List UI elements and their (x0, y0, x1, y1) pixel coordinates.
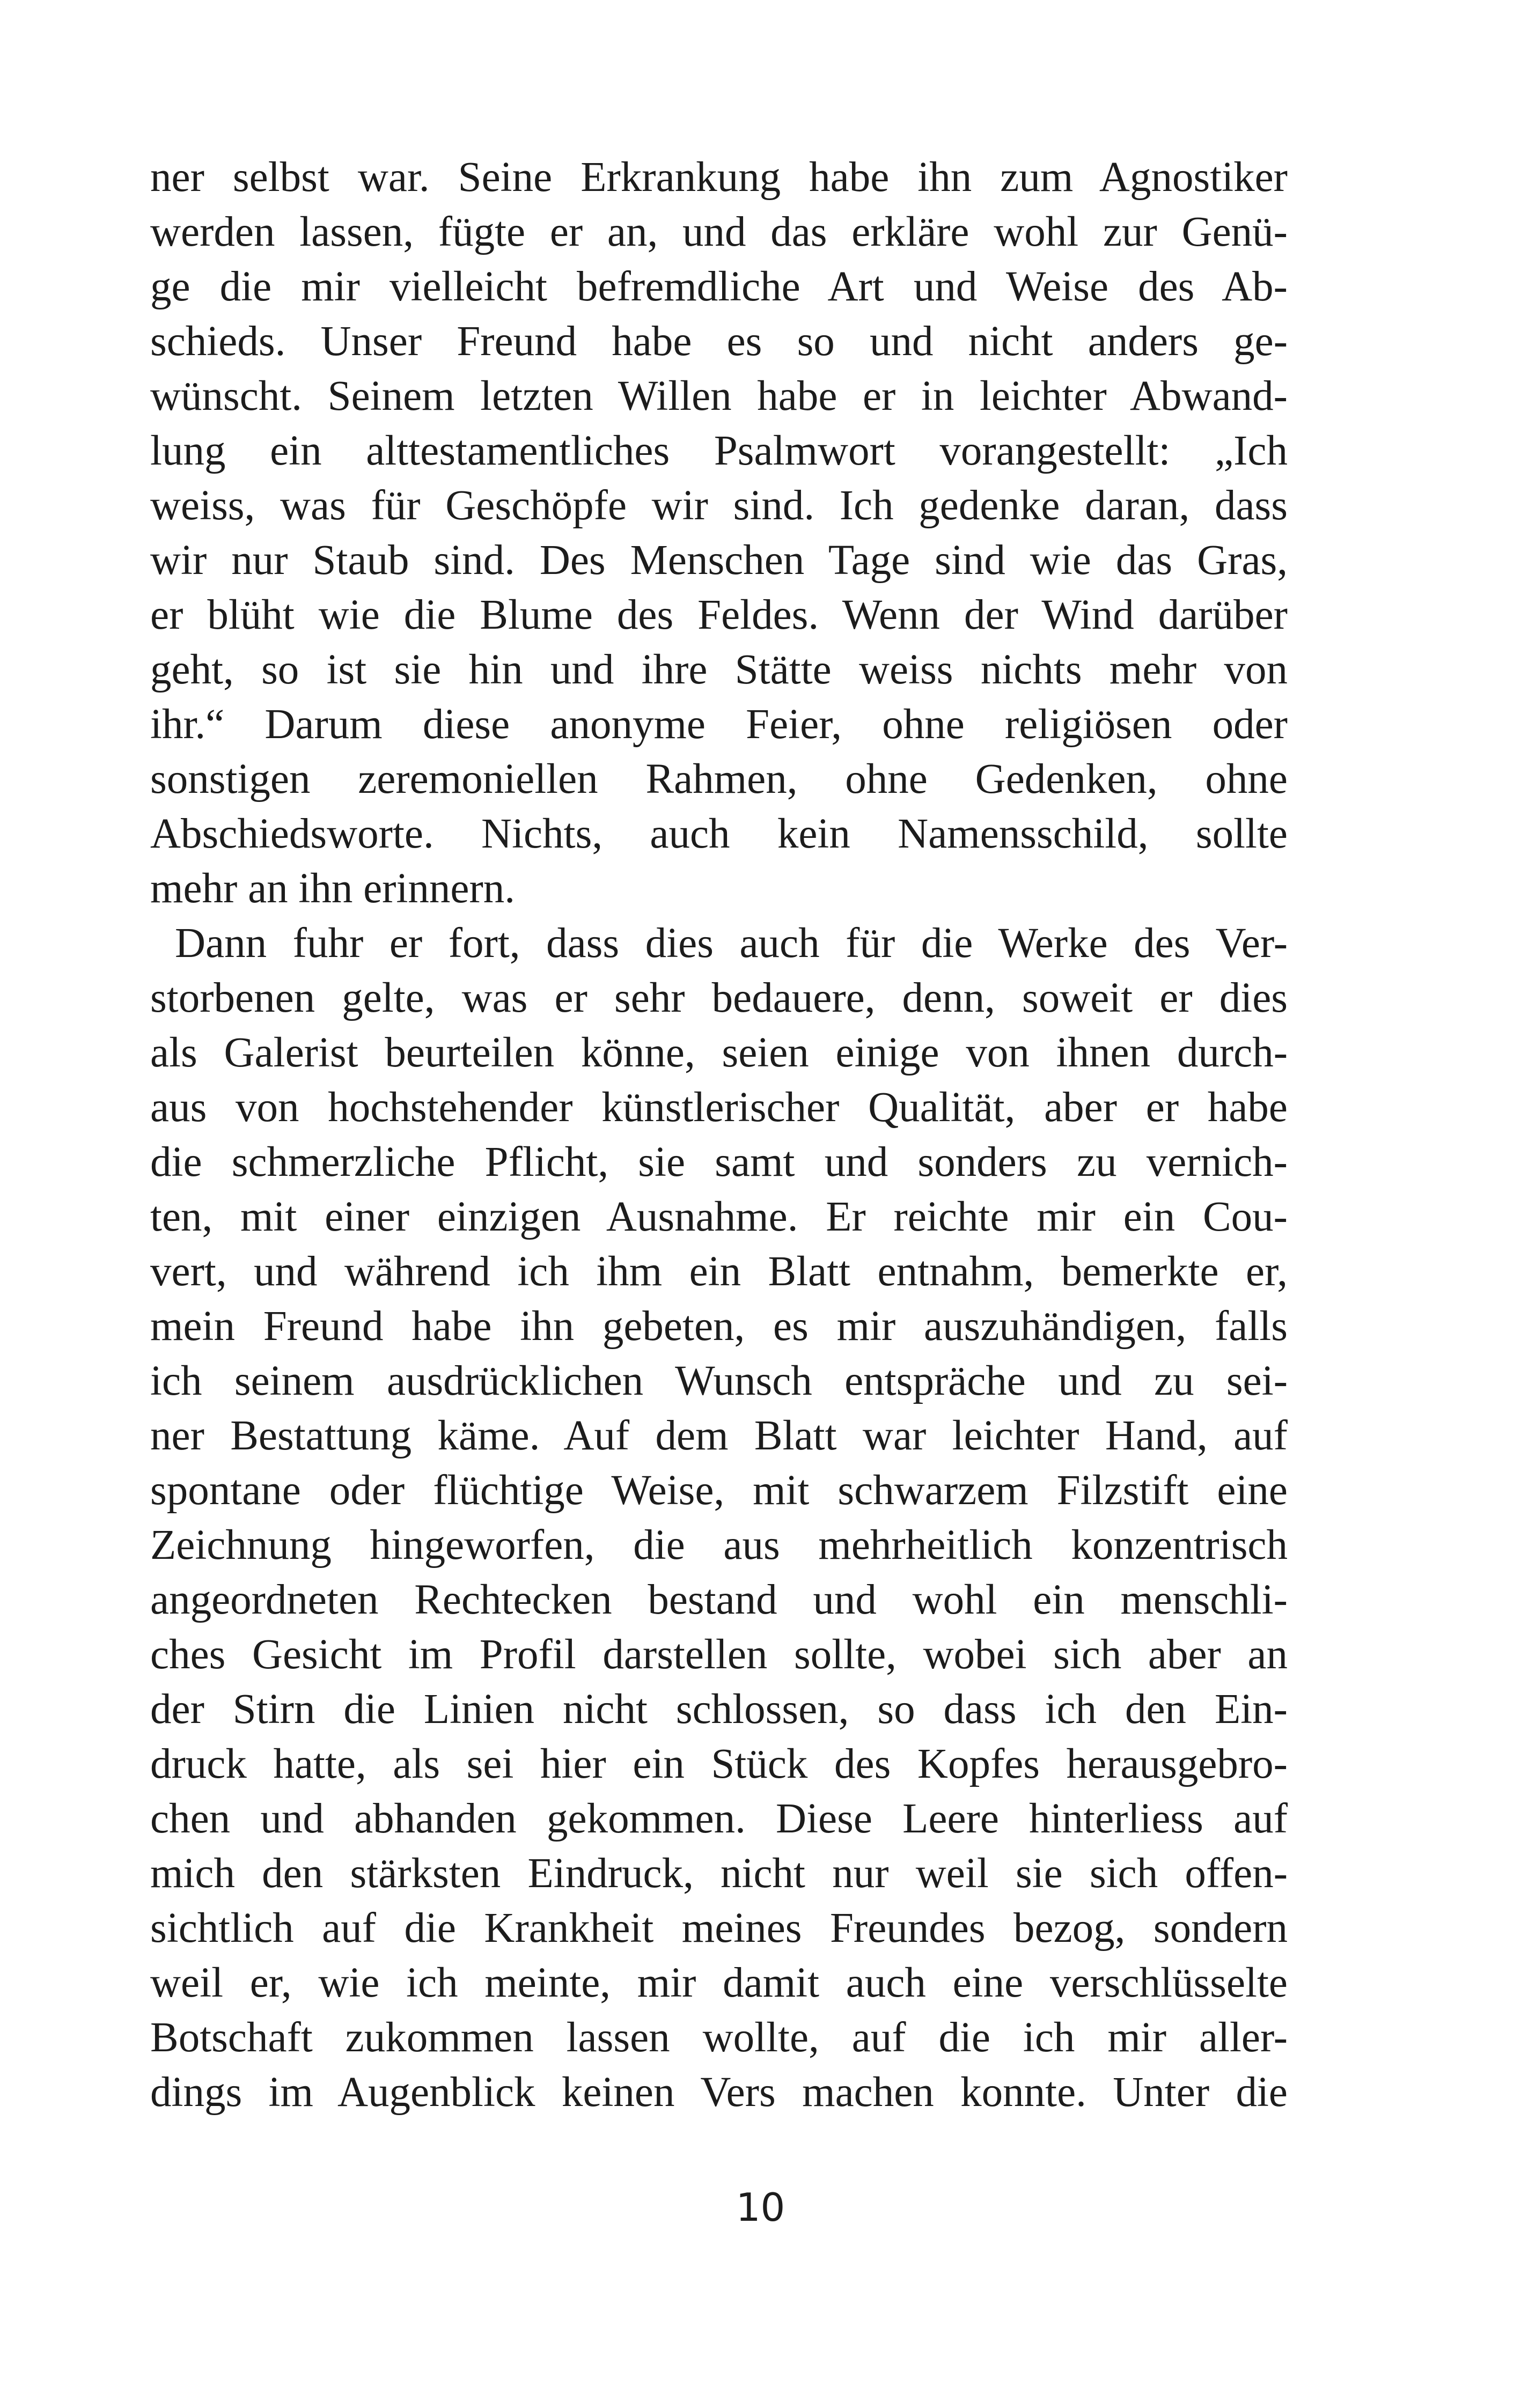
text-line: Dann fuhr er fort, dass dies auch für die Werke des Ver- (175, 920, 1288, 967)
text-line: mein Freund habe ihn gebeten, es mir auszuhändigen, falls (150, 1303, 1288, 1350)
paragraph (150, 916, 1288, 2120)
text-line: Abschiedsworte. Nichts, auch kein Namensschild, sollte (150, 811, 1288, 857)
text-line: lung ein alttestamentliches Psalmwort vorangestellt: „Ich (150, 428, 1288, 474)
text-line: druck hatte, als sei hier ein Stück des Kopfes herausgebro- (150, 1741, 1288, 1787)
text-line: schieds. Unser Freund habe es so und nicht anders ge- (150, 318, 1288, 365)
text-line: ner selbst war. Seine Erkrankung habe ihn zum Agnostiker (150, 154, 1288, 201)
text-line: sichtlich auf die Krankheit meines Freundes bezog, sondern (150, 1905, 1288, 1952)
text-line: ten, mit einer einzigen Ausnahme. Er reichte mir ein Cou- (150, 1194, 1288, 1240)
paragraph (150, 150, 1288, 916)
text-line: als Galerist beurteilen könne, seien einige von ihnen durch- (150, 1029, 1288, 1076)
text-line: wünscht. Seinem letzten Willen habe er in leichter Abwand- (150, 373, 1288, 419)
text-line: ich seinem ausdrücklichen Wunsch entspräche und zu sei- (150, 1358, 1288, 1404)
page-number: 10 (736, 2185, 785, 2230)
text-line: Zeichnung hingeworfen, die aus mehrheitlich konzentrisch (150, 1522, 1288, 1568)
text-line: ches Gesicht im Profil darstellen sollte, wobei sich aber an (150, 1631, 1288, 1678)
text-line: spontane oder flüchtige Weise, mit schwarzem Filzstift eine (150, 1467, 1288, 1514)
text-line: dings im Augenblick keinen Vers machen konnte. Unter die (150, 2069, 1288, 2116)
text-line: die schmerzliche Pflicht, sie samt und sonders zu vernich- (150, 1139, 1288, 1185)
text-line: vert, und während ich ihm ein Blatt entnahm, bemerkte er, (150, 1248, 1288, 1295)
text-line: storbenen gelte, was er sehr bedauere, denn, soweit er dies (150, 975, 1288, 1021)
text-line: aus von hochstehender künstlerischer Qualität, aber er habe (150, 1084, 1288, 1131)
text-line: geht, so ist sie hin und ihre Stätte weiss nichts mehr von (150, 646, 1288, 693)
text-line: Botschaft zukommen lassen wollte, auf die ich mir aller- (150, 2014, 1288, 2061)
text-line: chen und abhanden gekommen. Diese Leere hinterliess auf (150, 1795, 1288, 1842)
text-line: der Stirn die Linien nicht schlossen, so dass ich den Ein- (150, 1686, 1288, 1733)
text-line: wir nur Staub sind. Des Menschen Tage sind wie das Gras, (150, 537, 1288, 584)
text-line: sonstigen zeremoniellen Rahmen, ohne Gedenken, ohne (150, 756, 1288, 802)
text-line: ner Bestattung käme. Auf dem Blatt war leichter Hand, auf (150, 1412, 1288, 1459)
text-line: weiss, was für Geschöpfe wir sind. Ich gedenke daran, dass (150, 482, 1288, 529)
text-line: angeordneten Rechtecken bestand und wohl ein menschli- (150, 1577, 1288, 1623)
text-line: werden lassen, fügte er an, und das erkläre wohl zur Genü- (150, 209, 1288, 255)
text-line: mehr an ihn erinnern. (150, 865, 516, 912)
text-line: ihr.“ Darum diese anonyme Feier, ohne religiösen oder (150, 701, 1288, 748)
body-text (150, 150, 1288, 2120)
text-line: mich den stärksten Eindruck, nicht nur weil sie sich offen- (150, 1850, 1288, 1897)
text-line: ge die mir vielleicht befremdliche Art und Weise des Ab- (150, 263, 1288, 310)
text-line: er blüht wie die Blume des Feldes. Wenn der Wind darüber (150, 592, 1288, 638)
text-line: weil er, wie ich meinte, mir damit auch eine verschlüsselte (150, 1960, 1288, 2006)
